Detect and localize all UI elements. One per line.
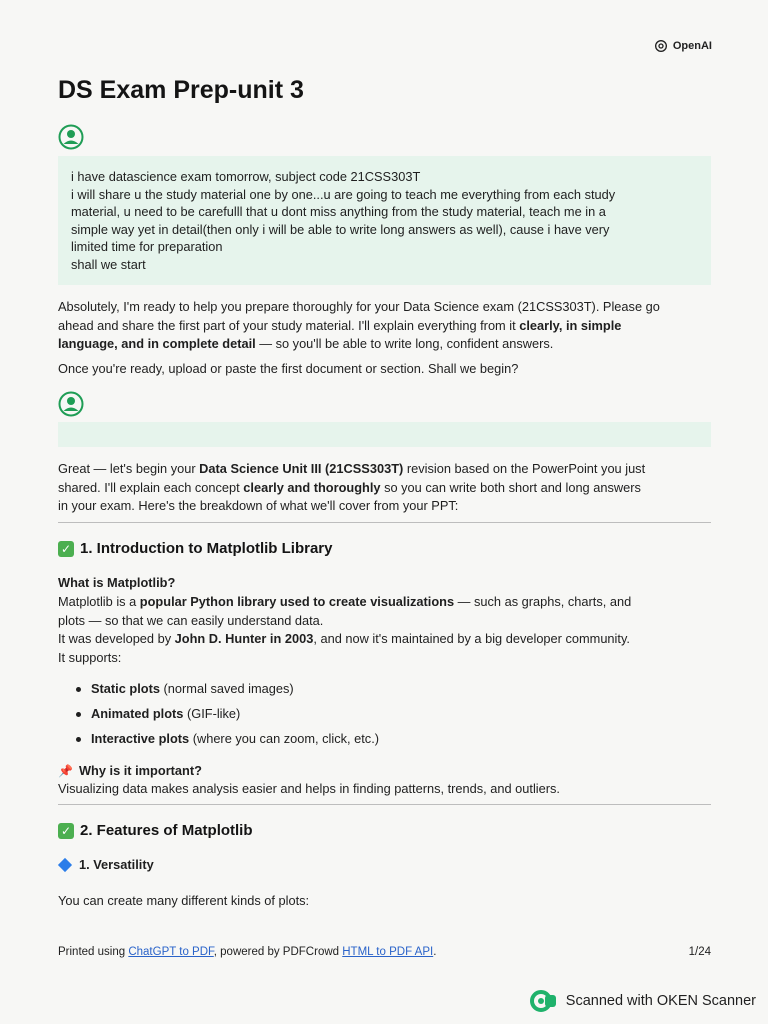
reply-bold-text: clearly and thoroughly bbox=[243, 479, 381, 495]
chatgpt-to-pdf-link[interactable]: ChatGPT to PDF bbox=[128, 946, 214, 958]
scanner-watermark bbox=[530, 990, 756, 1012]
list-item bbox=[76, 730, 379, 755]
check-mark-icon: ✓ bbox=[58, 823, 74, 839]
divider bbox=[58, 804, 711, 805]
page-footer bbox=[58, 946, 711, 958]
section-heading bbox=[58, 822, 253, 839]
user-message-line: material, u need to be carefulll that u dont miss anything from the study material, teach me in a bbox=[71, 204, 606, 219]
html-to-pdf-api-link[interactable]: HTML to PDF API bbox=[342, 946, 434, 958]
user-avatar-icon bbox=[58, 391, 84, 417]
list-item-term: Animated plots bbox=[91, 706, 184, 721]
reply-text: in your exam. Here's the breakdown of what we'll cover from your PPT: bbox=[58, 498, 459, 513]
desc-text: It was developed by bbox=[58, 631, 175, 646]
important-heading bbox=[58, 763, 202, 778]
footer-text: . bbox=[433, 946, 437, 958]
reply-bold-text: clearly, in simple bbox=[519, 317, 622, 333]
blue-diamond-icon bbox=[58, 857, 72, 871]
desc-text: It supports: bbox=[58, 649, 122, 665]
openai-logo-icon bbox=[653, 38, 669, 54]
section1-description bbox=[58, 593, 713, 667]
user-message-line: shall we start bbox=[71, 256, 146, 272]
important-text-line: Visualizing data makes analysis easier and helps in finding patterns, trends, and outliers. bbox=[58, 781, 560, 796]
footer-text: , powered by PDFCrowd bbox=[213, 946, 343, 958]
reply-paragraph bbox=[58, 360, 713, 379]
section2-text-line: You can create many different kinds of plots: bbox=[58, 893, 310, 908]
list-item-term: Static plots bbox=[91, 681, 160, 696]
footer-text: Printed using bbox=[58, 946, 129, 958]
user-message-text bbox=[58, 156, 711, 285]
brand-name: OpenAI bbox=[672, 40, 712, 52]
user-message-bubble bbox=[58, 156, 711, 285]
pushpin-icon: 📌 bbox=[58, 763, 73, 778]
reply-text: Absolutely, I'm ready to help you prepare thoroughly for your Data Science exam (21CSS303T). Please go bbox=[58, 299, 660, 314]
reply-text: revision based on the PowerPoint you just bbox=[403, 461, 646, 476]
check-mark-icon: ✓ bbox=[58, 541, 74, 557]
scanner-text: Scanned with OKEN Scanner bbox=[565, 993, 756, 1009]
reply-text: ahead and share the first part of your study material. I'll explain everything from it bbox=[58, 317, 520, 333]
section-heading-text: 1. Introduction to Matplotlib Library bbox=[80, 540, 333, 557]
user-message-line: limited time for preparation bbox=[71, 239, 223, 254]
desc-bold-text: John D. Hunter in 2003 bbox=[174, 631, 314, 646]
user-message-line: i will share u the study material one by one...u are going to teach me everything from each study bbox=[71, 186, 616, 202]
important-heading-text: Why is it important? bbox=[78, 763, 202, 778]
list-item-desc: (normal saved images) bbox=[159, 681, 294, 696]
important-text bbox=[58, 780, 713, 799]
user-message-line: simple way yet in detail(then only i will be able to write long answers as well), cause i have very bbox=[71, 221, 610, 237]
divider bbox=[58, 522, 711, 523]
section-heading bbox=[58, 540, 333, 557]
desc-text: Matplotlib is a bbox=[58, 594, 140, 609]
desc-bold-text: popular Python library used to create visualizations bbox=[139, 594, 455, 609]
desc-text: — such as graphs, charts, and bbox=[454, 594, 632, 609]
list-item-desc: (where you can zoom, click, etc.) bbox=[189, 731, 380, 746]
user-message-line: i have datascience exam tomorrow, subject code 21CSS303T bbox=[71, 169, 421, 184]
oken-scanner-logo-icon bbox=[530, 990, 558, 1012]
user-avatar-icon bbox=[58, 124, 84, 150]
reply-text: Great — let's begin your bbox=[58, 461, 200, 476]
reply-text: Once you're ready, upload or paste the first document or section. Shall we begin? bbox=[58, 360, 519, 376]
user-message-bubble-empty bbox=[58, 422, 711, 447]
section-heading-text: 2. Features of Matplotlib bbox=[80, 822, 253, 839]
section2-text bbox=[58, 892, 713, 911]
reply-bold-text: language, and in complete detail bbox=[58, 336, 256, 351]
list-item bbox=[76, 705, 379, 730]
versatility-heading-text: 1. Versatility bbox=[79, 857, 154, 872]
reply-text: so you can write both short and long answers bbox=[380, 479, 641, 495]
what-is-heading: What is Matplotlib? bbox=[58, 575, 176, 590]
assistant-reply bbox=[58, 460, 713, 516]
desc-text: , and now it's maintained by a big developer community. bbox=[313, 631, 630, 646]
reply-bold-text: Data Science Unit III (21CSS303T) bbox=[199, 461, 404, 476]
list-item-desc: (GIF-like) bbox=[183, 706, 241, 721]
list-item bbox=[76, 680, 379, 705]
supports-list bbox=[76, 680, 379, 755]
reply-paragraph bbox=[58, 298, 713, 354]
list-item-term: Interactive plots bbox=[91, 731, 190, 746]
footer-credit bbox=[58, 946, 436, 958]
desc-text: plots — so that we can easily understand data. bbox=[58, 612, 324, 628]
openai-brand bbox=[653, 38, 712, 54]
reply-text: shared. I'll explain each concept bbox=[58, 479, 244, 495]
page-title: DS Exam Prep-unit 3 bbox=[58, 76, 304, 104]
reply-paragraph bbox=[58, 460, 713, 516]
assistant-reply bbox=[58, 298, 713, 378]
versatility-heading bbox=[58, 857, 154, 872]
page-number: 1/24 bbox=[688, 946, 711, 958]
reply-text: — so you'll be able to write long, confident answers. bbox=[255, 336, 554, 351]
